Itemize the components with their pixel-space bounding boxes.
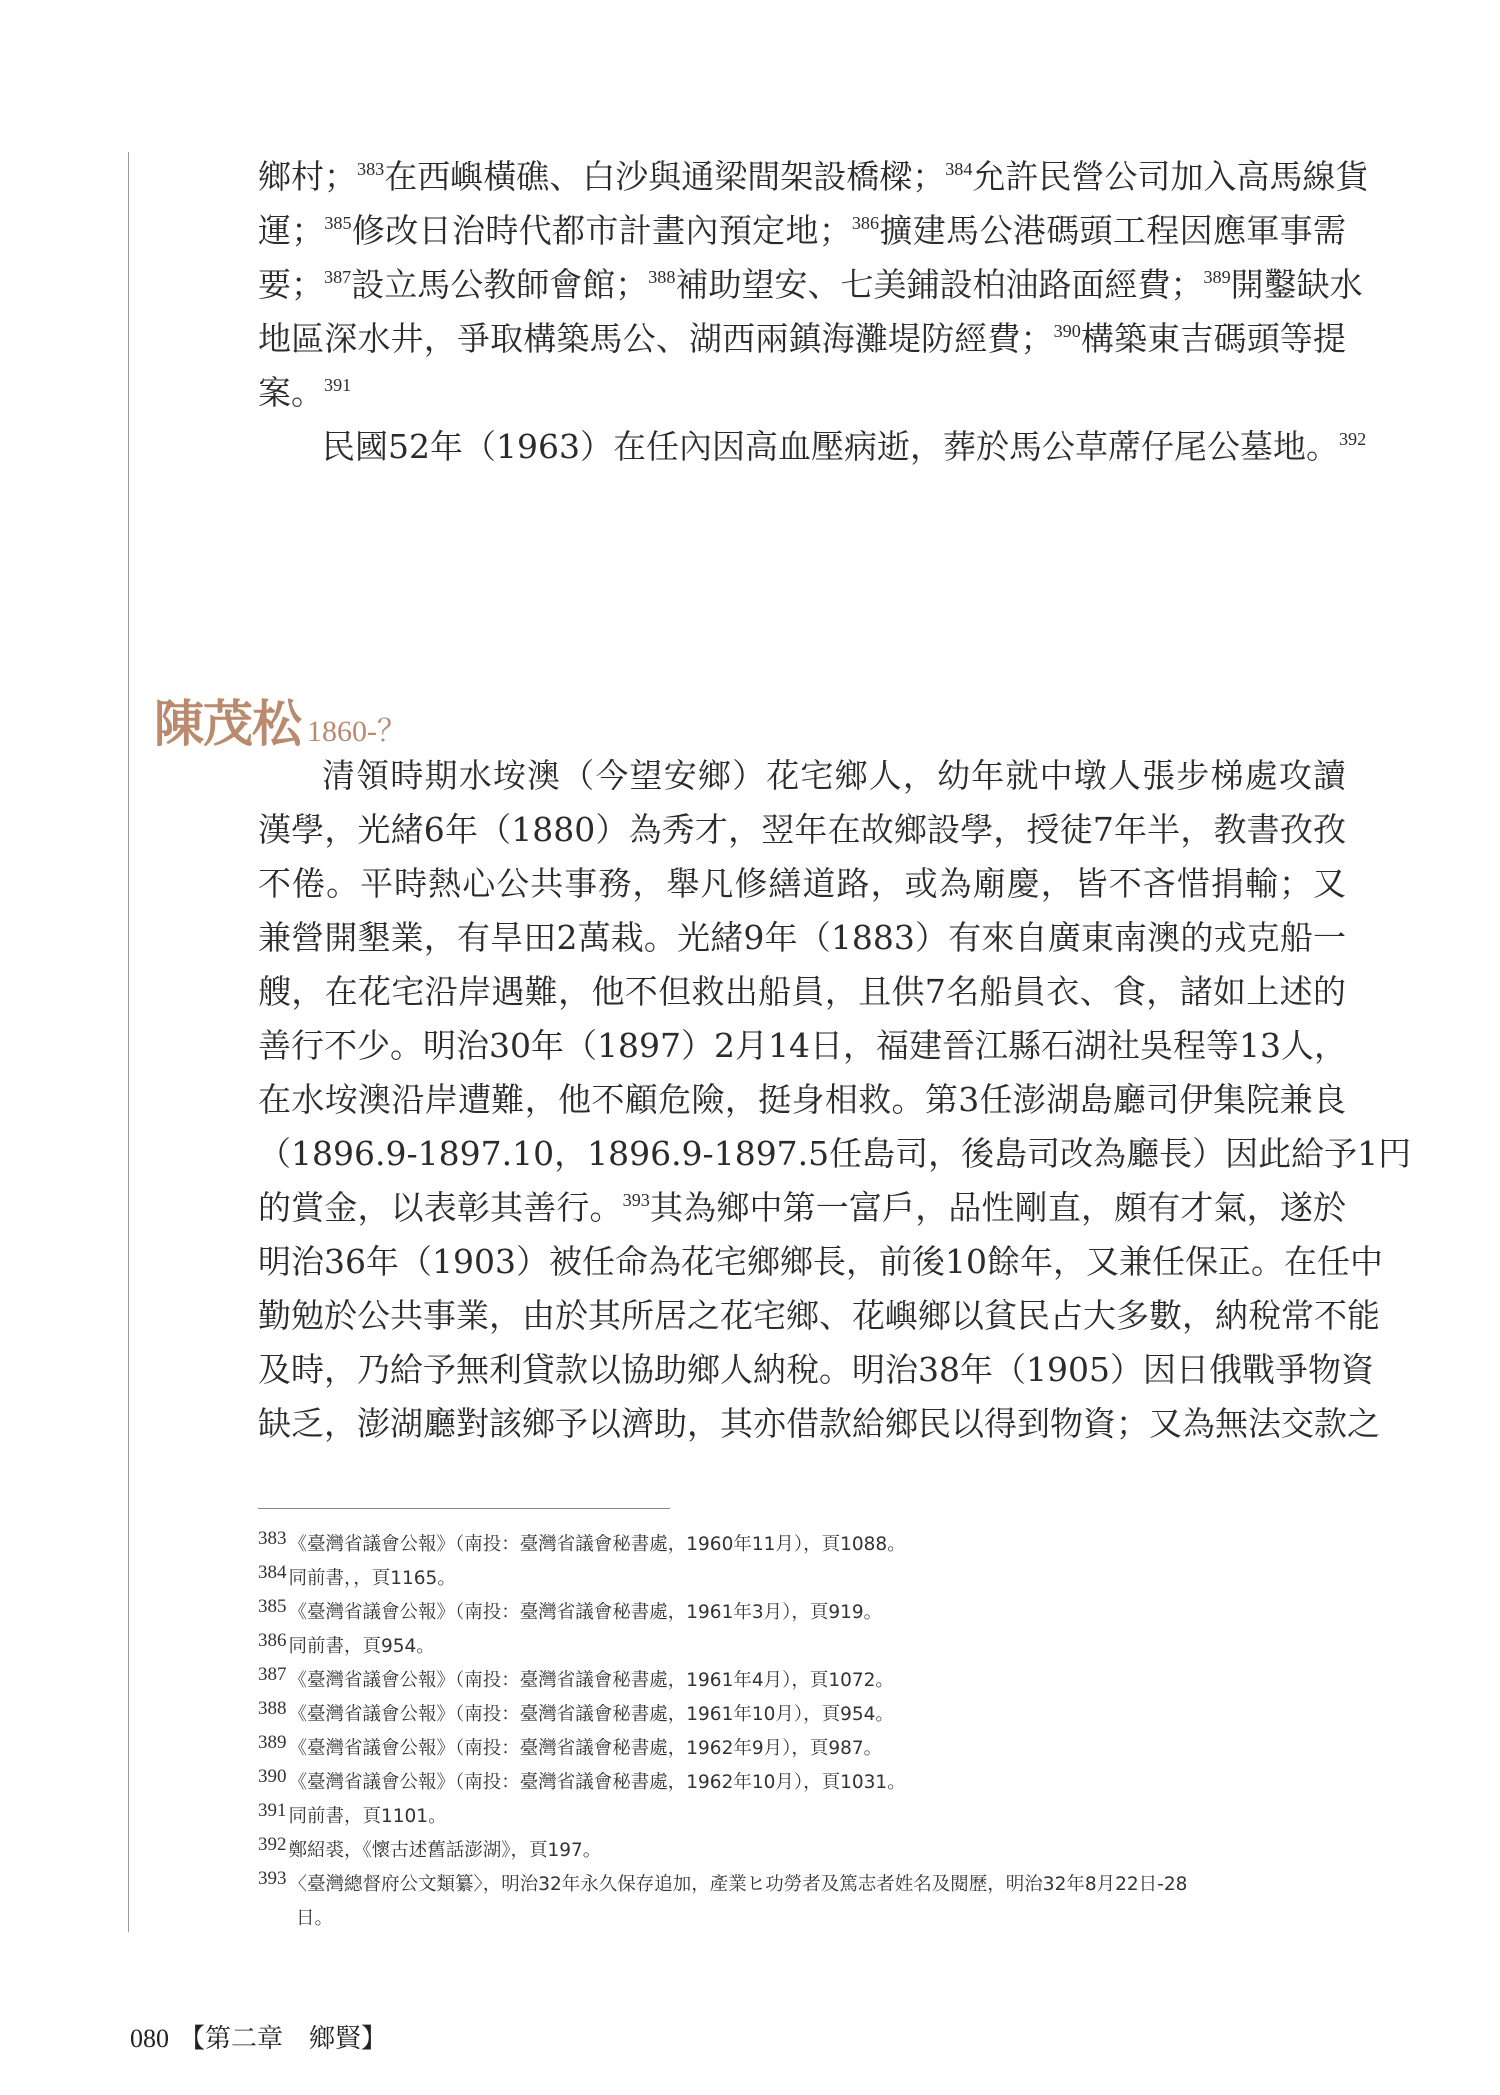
footnote-ref: 385 [324,213,352,234]
text-line [258,312,1346,366]
footnote-number: 388 [258,1698,287,1719]
text-run: 勤勉於公共事業，由於其所居之花宅鄉、花嶼鄉以貧民占大多數，納稅常不能 [258,1296,1380,1335]
text-run: 設立馬公教師會館； [351,265,649,304]
text-run: 在西嶼橫礁、白沙與通梁間架設橋樑； [384,157,946,196]
text-run: 允許民營公司加入高馬線貨 [972,157,1369,196]
footnote-number: 386 [258,1630,287,1651]
text-run: 清領時期水垵澳（今望安鄉）花宅鄉人，幼年就中墩人張步梯處攻讀 [322,756,1346,795]
text-run: 運； [258,211,325,250]
footnote-ref: 393 [622,1190,650,1211]
bio-paragraphs [258,749,1412,1451]
footnote-number: 393 [258,1868,287,1889]
text-run: 其為鄉中第一富戶，品性剛直，頗有才氣，遂於 [649,1188,1347,1227]
text-run: 在水垵澳沿岸遭難，他不顧危險，挺身相救。第3任澎湖島廳司伊集院兼良 [258,1080,1346,1119]
footnote-ref: 383 [357,159,385,180]
footnote-separator [258,1508,670,1509]
footnote [258,1562,1348,1596]
footnote [258,1800,1348,1834]
text-run: 補助望安、七美鋪設柏油路面經費； [675,265,1204,304]
person-heading [154,684,407,756]
text-line [258,258,1363,312]
footnote-text: 同前書，，頁1165。 [288,1568,456,1589]
chapter-title: 【第二章 鄉賢】 [179,2024,388,2054]
page-footer [130,2018,387,2055]
text-run: 艘，在花宅沿岸遇難，他不但救出船員，且供7名船員衣、食，諸如上述的 [258,972,1346,1011]
footnote-number: 385 [258,1596,287,1617]
footnote-text: 日。 [296,1908,334,1929]
text-run: 構築東吉碼頭等提 [1080,319,1347,358]
text-run: 地區深水井，爭取構築馬公、湖西兩鎮海灘堤防經費； [258,319,1054,358]
text-run: 鄉村； [258,157,357,196]
footnote-text: 鄭紹裘，《懷古述舊話澎湖》，頁197。 [288,1840,602,1861]
footnote-text: 《臺灣省議會公報》（南投：臺灣省議會秘書處，1961年3月），頁919。 [288,1602,883,1623]
footnote-number: 389 [258,1732,287,1753]
text-line [258,1397,1380,1451]
text-line [258,1181,1346,1235]
footnote-text: 《臺灣省議會公報》（南投：臺灣省議會秘書處，1962年10月），頁1031。 [288,1772,906,1793]
footnote-text: 《臺灣省議會公報》（南投：臺灣省議會秘書處，1961年10月），頁954。 [288,1704,894,1725]
footnote [258,1630,1348,1664]
text-line [258,749,1346,803]
footnote-ref: 384 [945,159,973,180]
footnote [258,1596,1348,1630]
footnote-continuation [258,1902,1348,1936]
footnote [258,1664,1348,1698]
footnote-text: 〈臺灣總督府公文類纂〉，明治32年永久保存追加，產業ヒ功勞者及篤志者姓名及閱歷，明治32年8月22日-28 [288,1874,1188,1895]
text-line [258,420,1367,474]
page-number: 080 [130,2024,169,2053]
text-line [258,1127,1412,1181]
footnote-text: 同前書，頁1101。 [288,1806,447,1827]
footnote-ref: 387 [324,267,352,288]
text-run: 不倦。平時熱心公共事務，舉凡修繕道路，或為廟慶，皆不吝惜捐輸；又 [258,864,1346,903]
footnote-ref: 390 [1053,321,1081,342]
text-line [258,150,1369,204]
footnote [258,1528,1348,1562]
footnote [258,1698,1348,1732]
text-run: 民國52年（1963）在任內因高血壓病逝，葬於馬公草蓆仔尾公墓地。 [322,427,1339,466]
text-run: 修改日治時代都市計畫內預定地； [351,211,852,250]
text-line [258,1289,1380,1343]
text-run: 案。 [258,373,324,412]
text-line [258,1019,1346,1073]
text-line [258,911,1346,965]
text-run: 開鑿缺水 [1230,265,1363,304]
text-run: 要； [258,265,324,304]
text-run: 缺乏，澎湖廳對該鄉予以濟助，其亦借款給鄉民以得到物資；又為無法交款之 [258,1404,1380,1443]
text-run: （1896.9-1897.10，1896.9-1897.5任島司，後島司改為廳長）因此給予1円 [258,1134,1412,1173]
footnotes [258,1528,1348,1936]
margin-rule [128,152,129,1932]
text-run: 兼營開墾業，有旱田2萬栽。光緒9年（1883）有來自廣東南澳的戎克船一 [258,918,1346,957]
footnote-number: 392 [258,1834,287,1855]
footnote-number: 387 [258,1664,287,1685]
footnote-number: 391 [258,1800,287,1821]
text-run: 明治36年（1903）被任命為花宅鄉鄉長，前後10餘年，又兼任保正。在任中 [258,1242,1383,1281]
text-line [258,1073,1346,1127]
footnote-ref: 386 [851,213,880,234]
text-line [258,1343,1374,1397]
footnote [258,1766,1348,1800]
footnote [258,1868,1348,1902]
text-run: 漢學，光緒6年（1880）為秀才，翌年在故鄉設學，授徒7年半，教書孜孜 [258,810,1346,849]
text-line [258,965,1346,1019]
footnote-ref: 389 [1203,267,1231,288]
person-years: 1860-？ [307,715,407,748]
footnote-ref: 391 [324,375,352,396]
text-run: 善行不少。明治30年（1897）2月14日，福建晉江縣石湖社吳程等13人， [258,1026,1347,1065]
text-line [258,1235,1383,1289]
footnote-text: 《臺灣省議會公報》（南投：臺灣省議會秘書處，1960年11月），頁1088。 [288,1534,906,1555]
text-line [258,857,1346,911]
footnote-text: 同前書，頁954。 [288,1636,435,1657]
top-paragraphs [258,150,1369,474]
footnote [258,1732,1348,1766]
person-name: 陳茂松 [154,694,301,753]
text-run: 的賞金，以表彰其善行。 [258,1188,623,1227]
footnote [258,1834,1348,1868]
text-run: 擴建馬公港碼頭工程因應軍事需 [879,211,1347,250]
footnote-number: 390 [258,1766,287,1787]
footnote-text: 《臺灣省議會公報》（南投：臺灣省議會秘書處，1962年9月），頁987。 [288,1738,883,1759]
text-line [258,366,1346,420]
text-line [258,803,1346,857]
text-line [258,204,1346,258]
footnote-text: 《臺灣省議會公報》（南投：臺灣省議會秘書處，1961年4月），頁1072。 [288,1670,894,1691]
footnote-number: 383 [258,1528,287,1549]
text-run: 及時，乃給予無利貸款以協助鄉人納稅。明治38年（1905）因日俄戰爭物資 [258,1350,1374,1389]
footnote-ref: 392 [1338,429,1367,450]
footnote-ref: 388 [648,267,676,288]
footnote-number: 384 [258,1562,287,1583]
